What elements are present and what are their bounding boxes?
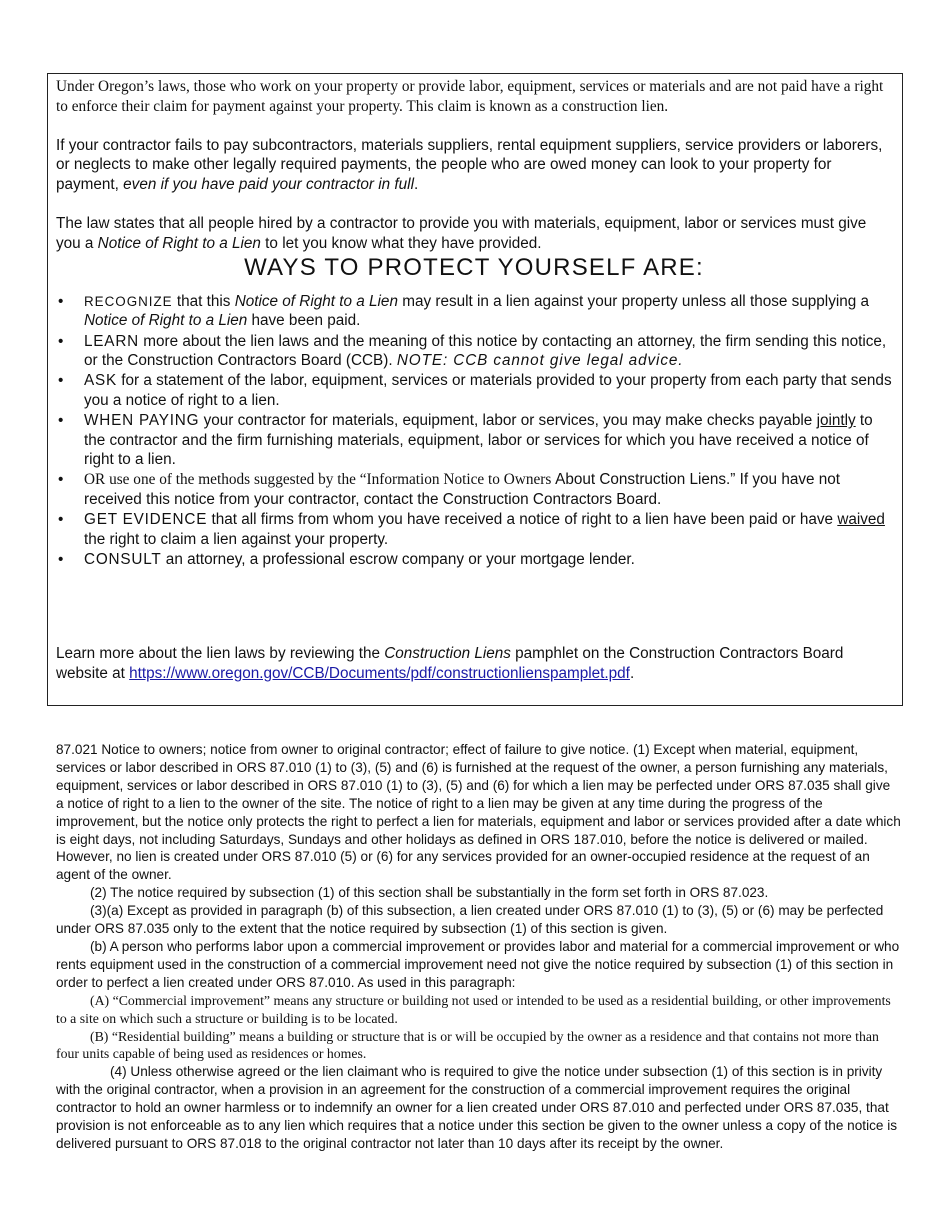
intro-p3-text: The law states that all people hired by a contractor to provide you with materials, equipment, labor or services must give you a xyxy=(56,214,867,252)
item-text: OR use one of the methods suggested by the “Information Notice to Owners xyxy=(84,471,556,489)
item-emphasis: Notice of Right to a Lien xyxy=(234,292,398,310)
item-text: your contractor for materials, equipment, labor or services, you may make checks payable xyxy=(199,412,817,430)
intro-p3-end: to let you know what they have provided. xyxy=(260,234,542,252)
item-text: may result in a lien against your property unless all those supplying a xyxy=(397,292,870,310)
intro-paragraph-2 xyxy=(56,136,892,195)
statute-text xyxy=(56,741,901,1153)
list-item-consult xyxy=(56,550,892,570)
underlined-jointly: jointly xyxy=(816,412,856,430)
intro-p2-emphasis: even if you have paid your contractor in full xyxy=(123,175,414,193)
list-item-get-evidence xyxy=(56,510,892,549)
pamphlet-title: Construction Liens xyxy=(384,645,511,662)
intro-p2-end: . xyxy=(413,175,419,193)
statute-section-3b: (b) A person who performs labor upon a commercial improvement or provides labor and material for a commercial improvement or who rents equipment used in the construction of a commercial improvement need not give the notice required by subsection (1) of this section in order to perfect a lien created under ORS 87.010. As used in this paragraph: xyxy=(56,938,900,990)
item-text: that all firms from whom you have received a notice of right to a lien have been paid or have xyxy=(207,511,838,529)
item-text: About Construction Liens.” If you have not received this notice from your contractor, contact the Construction Contractors Board. xyxy=(84,471,841,509)
learn-more-text: pamphlet on the Construction Contractors Board website at xyxy=(56,645,844,682)
keyword-learn: LEARN xyxy=(84,332,140,350)
list-item-ask xyxy=(56,371,892,410)
list-item-recognize xyxy=(56,292,892,331)
learn-more-end: . xyxy=(629,664,635,682)
bullet-icon: • xyxy=(58,511,64,529)
keyword-consult: CONSULT xyxy=(84,551,162,569)
intro-paragraph-1: Under Oregon’s laws, those who work on your property or provide labor, equipment, services or materials and are not paid have a right to enforce their claim for payment against your property. This claim is known as a construction lien. xyxy=(56,78,884,115)
statute-definition-a: (A) “Commercial improvement” means any structure or building not used or intended to be used as a residential building, or other improvements to a site on which such a structure or building is to be located. xyxy=(56,992,891,1026)
intro-p2-text: If your contractor fails to pay subcontractors, materials suppliers, rental equipment suppliers, service providers or laborers, or neglects to make other legally required payments, the people who are owed money can look to your property for payment, xyxy=(56,136,883,193)
item-text: the right to claim a lien against your property. xyxy=(84,530,389,548)
statute-definition-b: (B) “Residential building” means a building or structure that is or will be occupied by the owner as a residence and that contains not more than four units capable of being used as residences or homes. xyxy=(56,1028,879,1062)
statute-section-1: 87.021 Notice to owners; notice from owner to original contractor; effect of failure to give notice. (1) Except when material, equipment, services or labor described in ORS 87.010 (1) to (3), (5) and (6) is furnished at the request of the owner, a person furnishing any materials, equipment, services or labor described in ORS 87.010 (1) to (3), (5) and (6) for which a lien may be perfected under ORS 87.035 shall give a notice of right to a lien to the owner of the site. The notice of right to a lien may be given at any time during the progress of the improvement, but the notice only protects the right to perfect a lien for materials, equipment and labor or services provided after a date which is eight days, not including Saturdays, Sundays and other holidays as defined in ORS 187.010, before the notice is delivered or mailed. However, no lien is created under ORS 87.010 (5) or (6) for any services provided for an owner-occupied residence at the request of an agent of the owner. xyxy=(56,742,901,883)
keyword-recognize: RECOGNIZE xyxy=(84,293,173,309)
bullet-icon: • xyxy=(58,332,64,350)
item-text: have been paid. xyxy=(247,312,361,330)
ccb-pamphlet-link[interactable]: https://www.oregon.gov/CCB/Documents/pdf/constructionlienspamplet.pdf xyxy=(129,664,630,682)
statute-section-3a: (3)(a) Except as provided in paragraph (b) of this subsection, a lien created under ORS 87.010 (1) to (3), (5) or (6) may be perfected under ORS 87.035 only to the extent that the notice required by subsection (1) of this section is given. xyxy=(56,903,884,937)
item-text: to the contractor and the firm furnishing materials, equipment, labor or services for which you have received a notice of right to a lien. xyxy=(84,412,873,469)
bullet-icon: • xyxy=(58,372,64,390)
statute-section-2: (2) The notice required by subsection (1) of this section shall be substantially in the form set forth in ORS 87.023. xyxy=(90,885,769,901)
keyword-ask: ASK xyxy=(84,372,118,390)
learn-more-paragraph xyxy=(56,644,892,683)
item-text: for a statement of the labor, equipment, services or materials provided to your property from each party that sends you a notice of right to a lien. xyxy=(84,372,892,409)
item-emphasis: Notice of Right to a Lien xyxy=(84,312,248,330)
list-item-when-paying xyxy=(56,411,892,470)
bullet-icon: • xyxy=(58,471,64,489)
legal-advice-note: NOTE: CCB cannot give legal advice. xyxy=(396,352,684,370)
keyword-get-evidence: GET EVIDENCE xyxy=(84,511,208,529)
keyword-when-paying: WHEN PAYING xyxy=(84,412,200,430)
item-text: more about the lien laws and the meaning of this notice by contacting an attorney, the firm sending this notice, or the Construction Contractors Board (CCB). xyxy=(84,332,887,370)
bullet-icon: • xyxy=(58,292,64,310)
intro-paragraph-3 xyxy=(56,214,892,253)
item-text: an attorney, a professional escrow company or your mortgage lender. xyxy=(161,551,635,569)
protection-list xyxy=(56,292,892,570)
list-item-or-use xyxy=(56,470,892,509)
bullet-icon: • xyxy=(58,551,64,569)
section-heading: WAYS TO PROTECT YOURSELF ARE: xyxy=(244,254,704,282)
notice-box xyxy=(47,73,903,706)
statute-section-4: (4) Unless otherwise agreed or the lien claimant who is required to give the notice under subsection (1) of this section is in privity with the original contractor, when a provision in an agreement for the construction of a commercial improvement requires the original contractor to hold an owner harmless or to indemnify an owner for a lien created under ORS 87.010 and perfected under ORS 87.035, that provision is not enforceable as to any lien which requires that a notice under this section be given to the owner unless a copy of the notice is delivered pursuant to ORS 87.018 to the original contractor not later than 10 days after its receipt by the owner. xyxy=(56,1064,898,1151)
item-text: that this xyxy=(172,292,235,310)
list-item-learn xyxy=(56,332,892,371)
bullet-icon: • xyxy=(58,412,64,430)
learn-more-text: Learn more about the lien laws by reviewing the xyxy=(56,645,385,662)
intro-p3-emphasis: Notice of Right to a Lien xyxy=(97,234,261,252)
underlined-waived: waived xyxy=(837,511,885,529)
